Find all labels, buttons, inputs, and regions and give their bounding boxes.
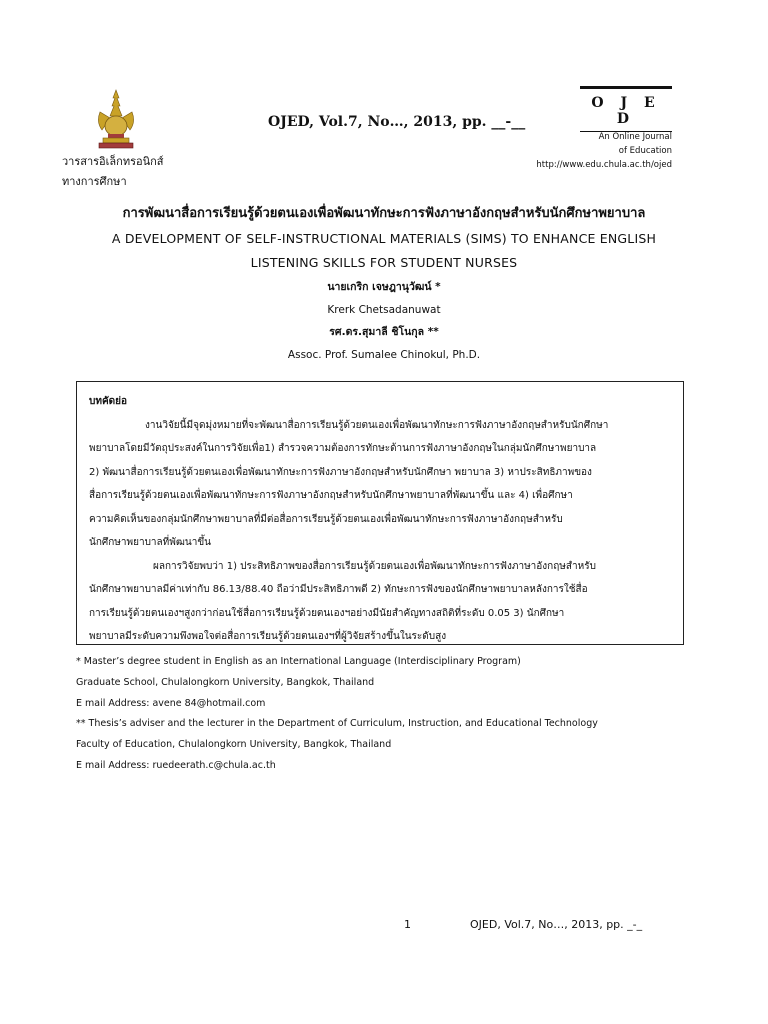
abstract-paragraph-1 [89,414,673,555]
abstract-line: งานวิจัยนี้มีจุดมุ่งหมายที่จะพัฒนาสื่อการเรียนรู้ด้วยตนเองเพื่อพัฒนาทักษะการฟังภาษาอังกฤษสำหรับนักศึกษา [145,419,609,431]
abstract-box [76,381,684,645]
org-name-line1: วารสารอิเล็กทรอนิกส์ [62,155,164,168]
page-footer [404,918,642,931]
ojed-brand-block [580,86,672,132]
abstract-paragraph-2 [89,555,673,649]
abstract-line: ความคิดเห็นของกลุ่มนักศึกษาพยาบาลที่มีต่อสื่อการเรียนรู้ด้วยตนเองเพื่อพัฒนาทักษะการฟังภาษาอังกฤษสำหรับ [89,513,563,525]
tagline-line2: of Education [618,146,672,156]
author1-english: Krerk Chetsadanuwat [327,303,441,316]
author1-thai: นายเกริก เจษฎานุวัฒน์ * [327,281,441,293]
footnotes [76,652,716,777]
tagline-url[interactable]: http://www.edu.chula.ac.th/ojed [536,160,672,170]
footnote-1-line2: Graduate School, Chulalongkorn University, Bangkok, Thailand [76,676,375,688]
university-emblem-icon [92,88,140,150]
abstract-line: นักศึกษาพยาบาลที่พัฒนาขึ้น [89,537,211,548]
author2-thai: รศ.ดร.สุมาลี ชิโนกุล ** [329,326,439,338]
org-name-line2: ทางการศึกษา [62,175,127,188]
abstract-line: สื่อการเรียนรู้ด้วยตนเองเพื่อพัฒนาทักษะการฟังภาษาอังกฤษสำหรับนักศึกษาพยาบาลที่พัฒนาขึ้น และ 4) เพื่อศึกษา [89,490,573,501]
footnote-2-line1: ** Thesis’s adviser and the lecturer in the Department of Curriculum, Instruction, and Educational Technology [76,718,598,730]
title-english [60,227,708,275]
page-number: 1 [404,918,411,931]
footnote-1-email: E mail Address: avene 84@hotmail.com [76,697,266,709]
ojed-tagline [536,130,672,172]
author2-english: Assoc. Prof. Sumalee Chinokul, Ph.D. [287,348,481,361]
journal-org-name [62,152,222,192]
title-thai: การพัฒนาสื่อการเรียนรู้ด้วยตนเองเพื่อพัฒนาทักษะการฟังภาษาอังกฤษสำหรับนักศึกษาพยาบาล [122,206,646,221]
footnote-1-line1: * Master’s degree student in English as an International Language (Interdisciplinary Program) [76,656,521,667]
footnote-2-line2: Faculty of Education, Chulalongkorn University, Bangkok, Thailand [76,739,392,751]
footnote-2-email: E mail Address: ruedeerath.c@chula.ac.th [76,759,276,771]
title-english-line2: LISTENING SKILLS FOR STUDENT NURSES [250,255,518,270]
authors-block [60,276,708,366]
abstract-heading: บทคัดย่อ [89,396,127,407]
abstract-line: นักศึกษาพยาบาลมีค่าเท่ากับ 86.13/88.40 ถือว่ามีประสิทธิภาพดี 2) ทักษะการฟังของนักศึกษาพยาบาลหลังการใช้สื่อ [89,584,588,595]
title-english-line1: A DEVELOPMENT OF SELF-INSTRUCTIONAL MATERIALS (SIMS) TO ENHANCE ENGLISH [111,231,657,246]
journal-citation-header: OJED, Vol.7, No…, 2013, pp. __-__ [268,114,526,130]
brand-top-rule [580,86,672,89]
abstract-line: พยาบาลโดยมีวัตถุประสงค์ในการวิจัยเพื่อ1) สำรวจความต้องการทักษะด้านการฟังภาษาอังกฤษในกลุ่มนักศึกษาพยาบาล [89,443,597,454]
tagline-line1: An Online Journal [598,132,672,142]
ojed-brand-logo: O J E D [591,95,661,127]
abstract-line: ผลการวิจัยพบว่า 1) ประสิทธิภาพของสื่อการเรียนรู้ด้วยตนเองเพื่อพัฒนาทักษะการฟังภาษาอังกฤษสำหรับ [153,560,596,572]
abstract-line: 2) พัฒนาสื่อการเรียนรู้ด้วยตนเองเพื่อพัฒนาทักษะการฟังภาษาอังกฤษสำหรับนักศึกษา พยาบาล 3) หาประสิทธิภาพของ [89,466,592,478]
footer-citation: OJED, Vol.7, No…, 2013, pp. _-_ [470,918,643,931]
paper-title [60,203,708,275]
abstract-line: พยาบาลมีระดับความพึงพอใจต่อสื่อการเรียนรู้ด้วยตนเองฯที่ผู้วิจัยสร้างขึ้นในระดับสูง [89,631,447,642]
abstract-line: การเรียนรู้ด้วยตนเองฯสูงกว่าก่อนใช้สื่อการเรียนรู้ด้วยตนเองฯอย่างมีนัยสำคัญทางสถิติที่ระดับ 0.05 3) นักศึกษา [89,607,565,619]
